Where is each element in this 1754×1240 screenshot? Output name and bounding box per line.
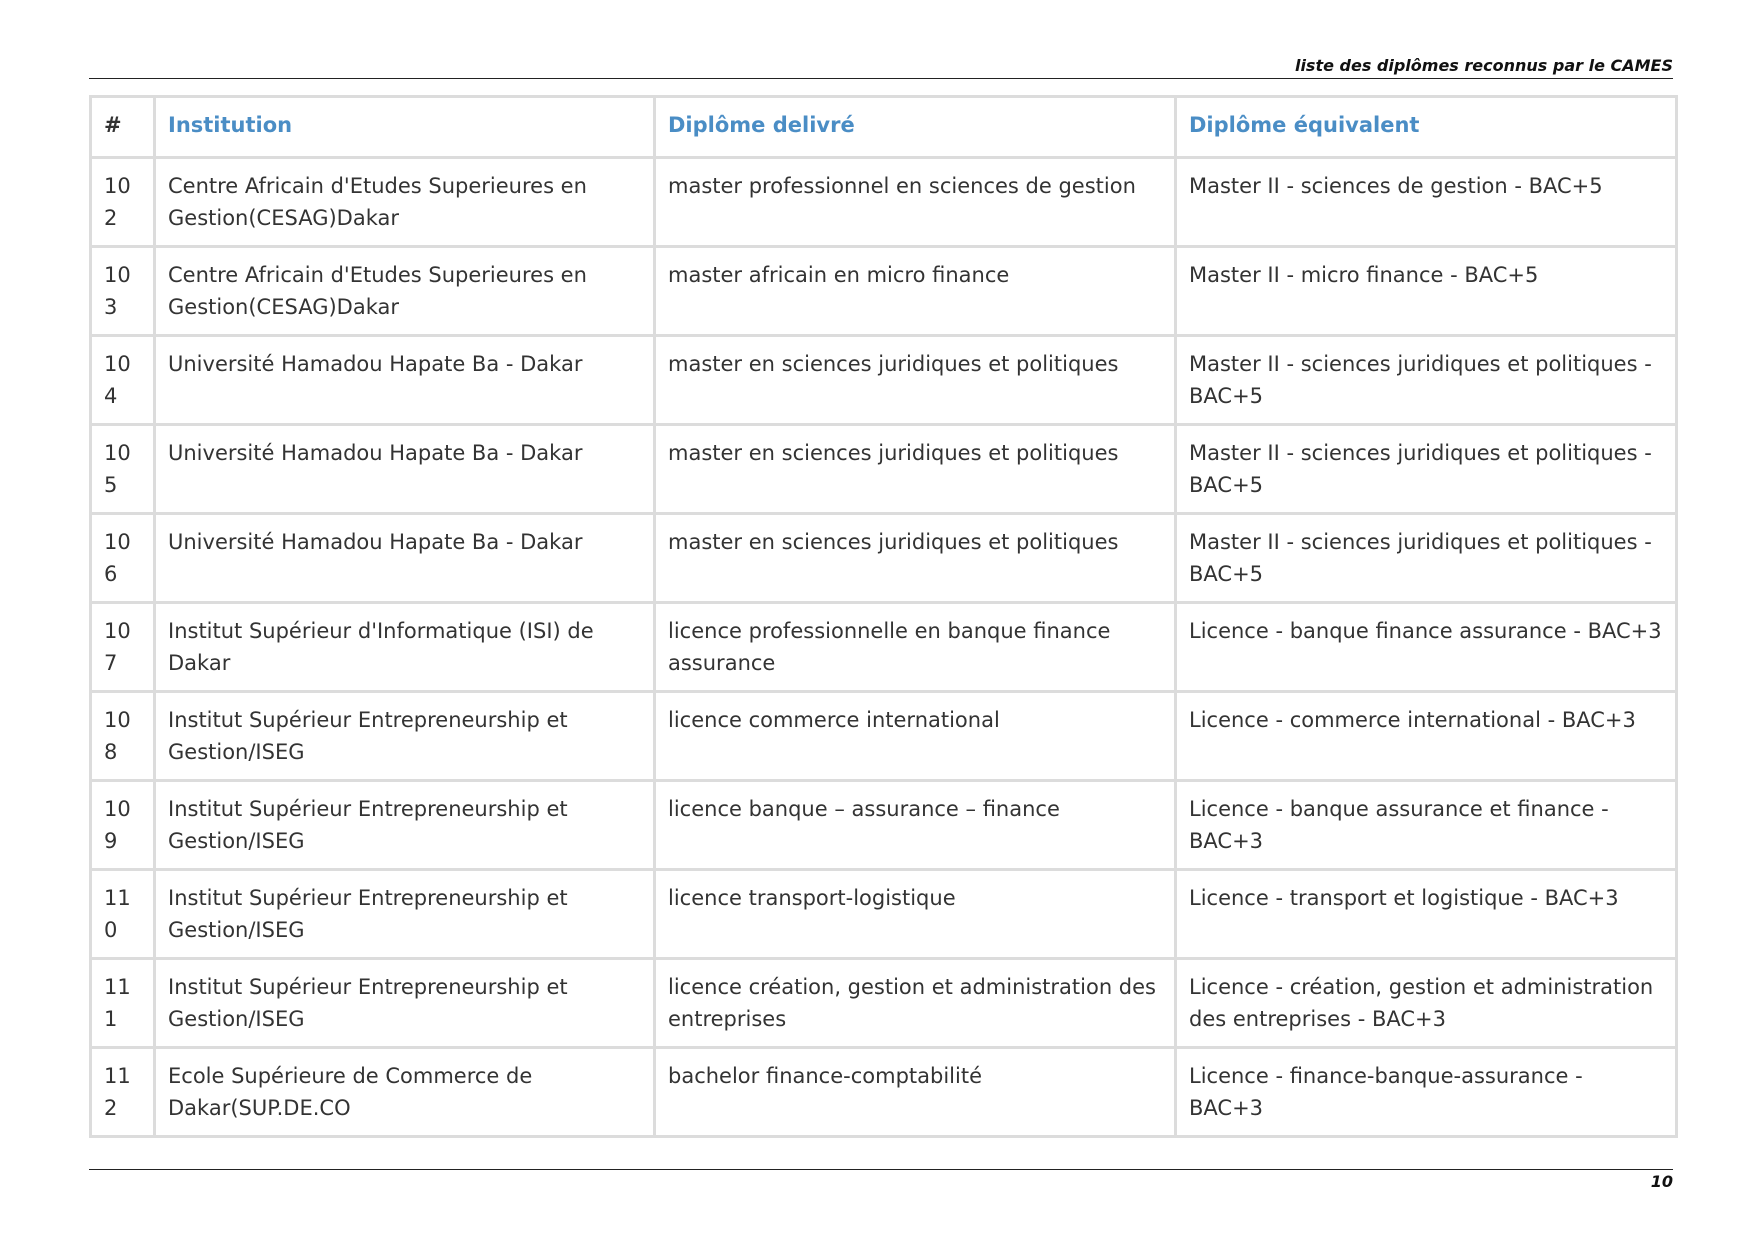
row-diploma-equivalent: Licence - transport et logistique - BAC+3	[1176, 870, 1677, 959]
row-institution: Institut Supérieur d'Informatique (ISI) de Dakar	[155, 603, 655, 692]
row-number: 103	[91, 247, 155, 336]
row-institution: Université Hamadou Hapate Ba - Dakar	[155, 425, 655, 514]
row-diploma-delivered: master en sciences juridiques et politiques	[655, 336, 1176, 425]
row-institution: Institut Supérieur Entrepreneurship et Gestion/ISEG	[155, 692, 655, 781]
row-number: 111	[91, 959, 155, 1048]
table-row	[91, 425, 1677, 514]
row-diploma-delivered: master en sciences juridiques et politiques	[655, 425, 1176, 514]
page-number: 10	[1650, 1172, 1673, 1191]
row-number: 108	[91, 692, 155, 781]
row-diploma-equivalent: Licence - finance-banque-assurance - BAC+3	[1176, 1048, 1677, 1137]
header-divider	[89, 78, 1673, 79]
row-diploma-delivered: master africain en micro finance	[655, 247, 1176, 336]
row-number: 109	[91, 781, 155, 870]
row-diploma-delivered: master en sciences juridiques et politiques	[655, 514, 1176, 603]
table-row	[91, 1048, 1677, 1137]
table-row	[91, 603, 1677, 692]
row-number: 112	[91, 1048, 155, 1137]
row-institution: Ecole Supérieure de Commerce de Dakar(SUP.DE.CO	[155, 1048, 655, 1137]
table-row	[91, 247, 1677, 336]
table-row	[91, 336, 1677, 425]
row-institution: Institut Supérieur Entrepreneurship et Gestion/ISEG	[155, 959, 655, 1048]
row-diploma-delivered: licence commerce international	[655, 692, 1176, 781]
row-institution: Institut Supérieur Entrepreneurship et Gestion/ISEG	[155, 781, 655, 870]
table-row	[91, 158, 1677, 247]
row-diploma-equivalent: Master II - sciences juridiques et politiques - BAC+5	[1176, 514, 1677, 603]
footer-divider	[89, 1169, 1673, 1170]
row-diploma-delivered: master professionnel en sciences de gestion	[655, 158, 1176, 247]
row-diploma-delivered: licence transport-logistique	[655, 870, 1176, 959]
row-diploma-equivalent: Master II - micro finance - BAC+5	[1176, 247, 1677, 336]
row-diploma-equivalent: Master II - sciences juridiques et politiques - BAC+5	[1176, 336, 1677, 425]
row-diploma-equivalent: Licence - banque assurance et finance - BAC+3	[1176, 781, 1677, 870]
row-number: 106	[91, 514, 155, 603]
column-header-diploma-delivered: Diplôme delivré	[655, 97, 1176, 158]
row-institution: Université Hamadou Hapate Ba - Dakar	[155, 514, 655, 603]
column-header-diploma-equivalent: Diplôme équivalent	[1176, 97, 1677, 158]
row-number: 105	[91, 425, 155, 514]
table-row	[91, 692, 1677, 781]
row-diploma-delivered: licence création, gestion et administration des entreprises	[655, 959, 1176, 1048]
row-diploma-equivalent: Master II - sciences de gestion - BAC+5	[1176, 158, 1677, 247]
row-institution: Centre Africain d'Etudes Superieures en Gestion(CESAG)Dakar	[155, 247, 655, 336]
row-diploma-delivered: licence banque – assurance – finance	[655, 781, 1176, 870]
row-number: 102	[91, 158, 155, 247]
diplomas-table	[89, 95, 1678, 1138]
row-number: 104	[91, 336, 155, 425]
document-header-title: liste des diplômes reconnus par le CAMES	[1294, 56, 1673, 75]
column-header-institution: Institution	[155, 97, 655, 158]
table-row	[91, 781, 1677, 870]
row-diploma-equivalent: Master II - sciences juridiques et politiques - BAC+5	[1176, 425, 1677, 514]
row-diploma-equivalent: Licence - création, gestion et administration des entreprises - BAC+3	[1176, 959, 1677, 1048]
table-row	[91, 514, 1677, 603]
table-header-row	[91, 97, 1677, 158]
row-diploma-equivalent: Licence - commerce international - BAC+3	[1176, 692, 1677, 781]
row-diploma-equivalent: Licence - banque finance assurance - BAC+3	[1176, 603, 1677, 692]
row-number: 110	[91, 870, 155, 959]
table-row	[91, 959, 1677, 1048]
row-diploma-delivered: licence professionnelle en banque finance assurance	[655, 603, 1176, 692]
row-institution: Université Hamadou Hapate Ba - Dakar	[155, 336, 655, 425]
row-diploma-delivered: bachelor finance-comptabilité	[655, 1048, 1176, 1137]
row-institution: Institut Supérieur Entrepreneurship et Gestion/ISEG	[155, 870, 655, 959]
column-header-number: #	[91, 97, 155, 158]
table-row	[91, 870, 1677, 959]
row-institution: Centre Africain d'Etudes Superieures en Gestion(CESAG)Dakar	[155, 158, 655, 247]
row-number: 107	[91, 603, 155, 692]
